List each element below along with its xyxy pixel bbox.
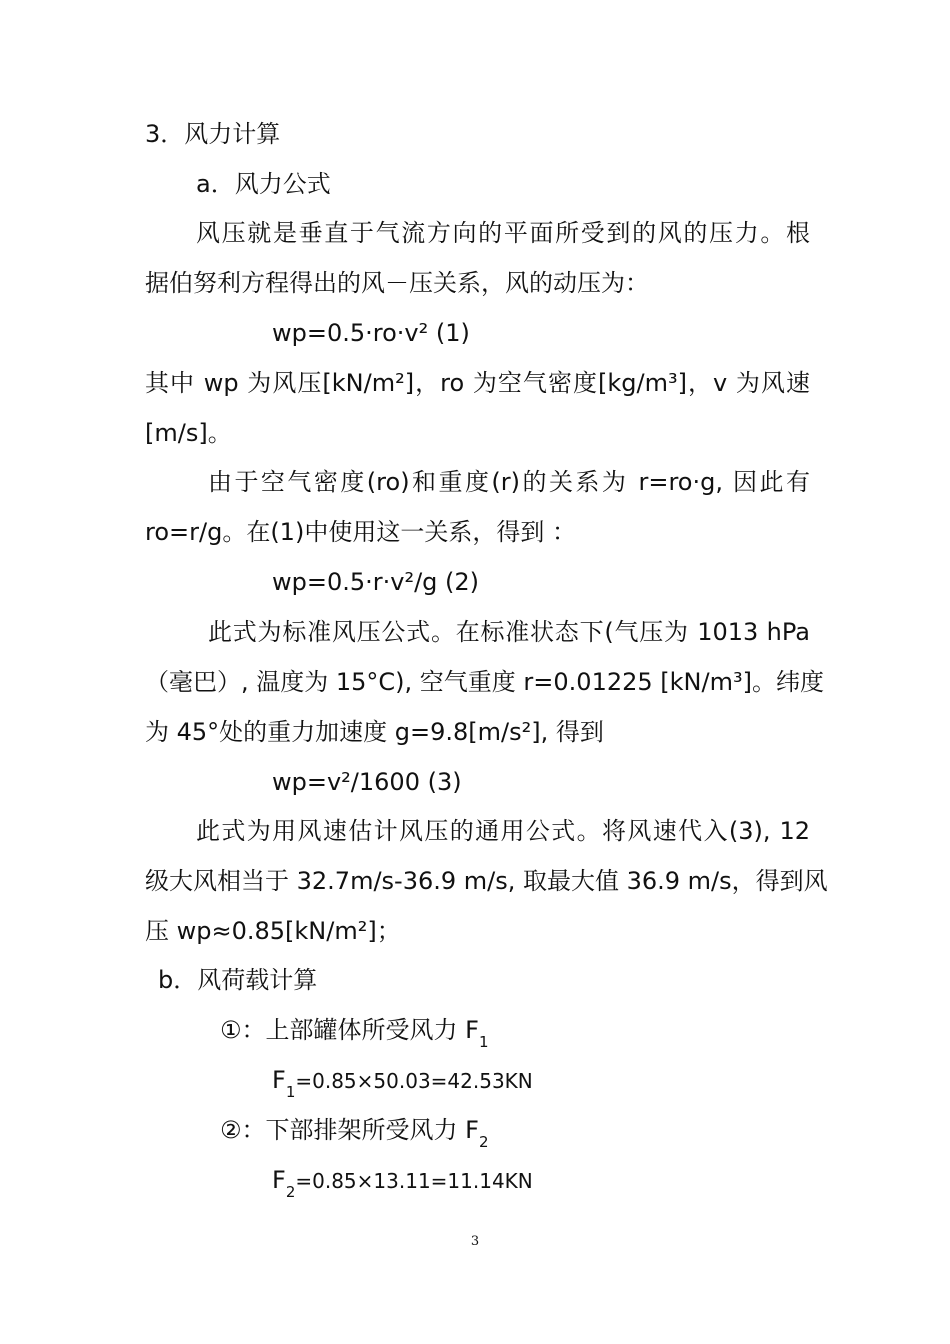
equation-1: wp=0.5·ro·v² (1) [272, 319, 470, 347]
paragraph-line: 级大风相当于 32.7m/s-36.9 m/s, 取最大值 36.9 m/s，得到风 [145, 867, 828, 895]
page-number: 3 [470, 1234, 480, 1249]
equation-3: wp=v²/1600 (3) [272, 768, 462, 796]
equation-value: =0.85×50.03=42.53KN [295, 1069, 533, 1093]
list-item-label: ①：上部罐体所受风力 F [220, 1016, 479, 1044]
list-item-label: ②：下部排架所受风力 F [220, 1116, 479, 1144]
paragraph-line: 据伯努利方程得出的风－压关系，风的动压为： [145, 269, 649, 297]
list-item-1 [220, 1014, 885, 1049]
equation-value: =0.85×13.11=11.14KN [295, 1169, 533, 1193]
subscript: 1 [285, 1083, 296, 1101]
paragraph-line: （毫巴）, 温度为 15°C), 空气重度 r=0.01225 [kN/m³]。纬度 [145, 668, 824, 696]
subheading-b: b．风荷载计算 [158, 966, 318, 994]
subscript: 1 [478, 1033, 489, 1051]
list-item-2 [220, 1114, 885, 1149]
paragraph-line: 其中 wp 为风压[kN/m²]，ro 为空气密度[kg/m³]，v 为风速 [145, 369, 810, 397]
equation-f2 [272, 1164, 937, 1199]
equation-symbol: F [272, 1166, 286, 1194]
paragraph-line: 由于空气密度(ro)和重度(r)的关系为 r=ro·g, 因此有 [208, 468, 810, 496]
paragraph-line: 此式为用风速估计风压的通用公式。将风速代入(3), 12 [196, 817, 810, 845]
subscript: 2 [478, 1133, 489, 1151]
paragraph-line: 风压就是垂直于气流方向的平面所受到的风的压力。根 [196, 219, 810, 247]
subheading-a: a．风力公式 [196, 170, 331, 198]
section-heading: 3．风力计算 [145, 120, 281, 148]
paragraph-line: 此式为标准风压公式。在标准状态下(气压为 1013 hPa [208, 618, 810, 646]
paragraph-line: 为 45°处的重力加速度 g=9.8[m/s²], 得到 [145, 718, 604, 746]
equation-symbol: F [272, 1066, 286, 1094]
paragraph-line: ro=r/g。在(1)中使用这一关系，得到 ： [145, 518, 576, 546]
equation-f1 [272, 1064, 937, 1099]
paragraph-line: [m/s]。 [145, 419, 232, 447]
paragraph-line: 压 wp≈0.85[kN/m²]； [145, 917, 401, 945]
equation-2: wp=0.5·r·v²/g (2) [272, 568, 480, 596]
subscript: 2 [285, 1183, 296, 1201]
